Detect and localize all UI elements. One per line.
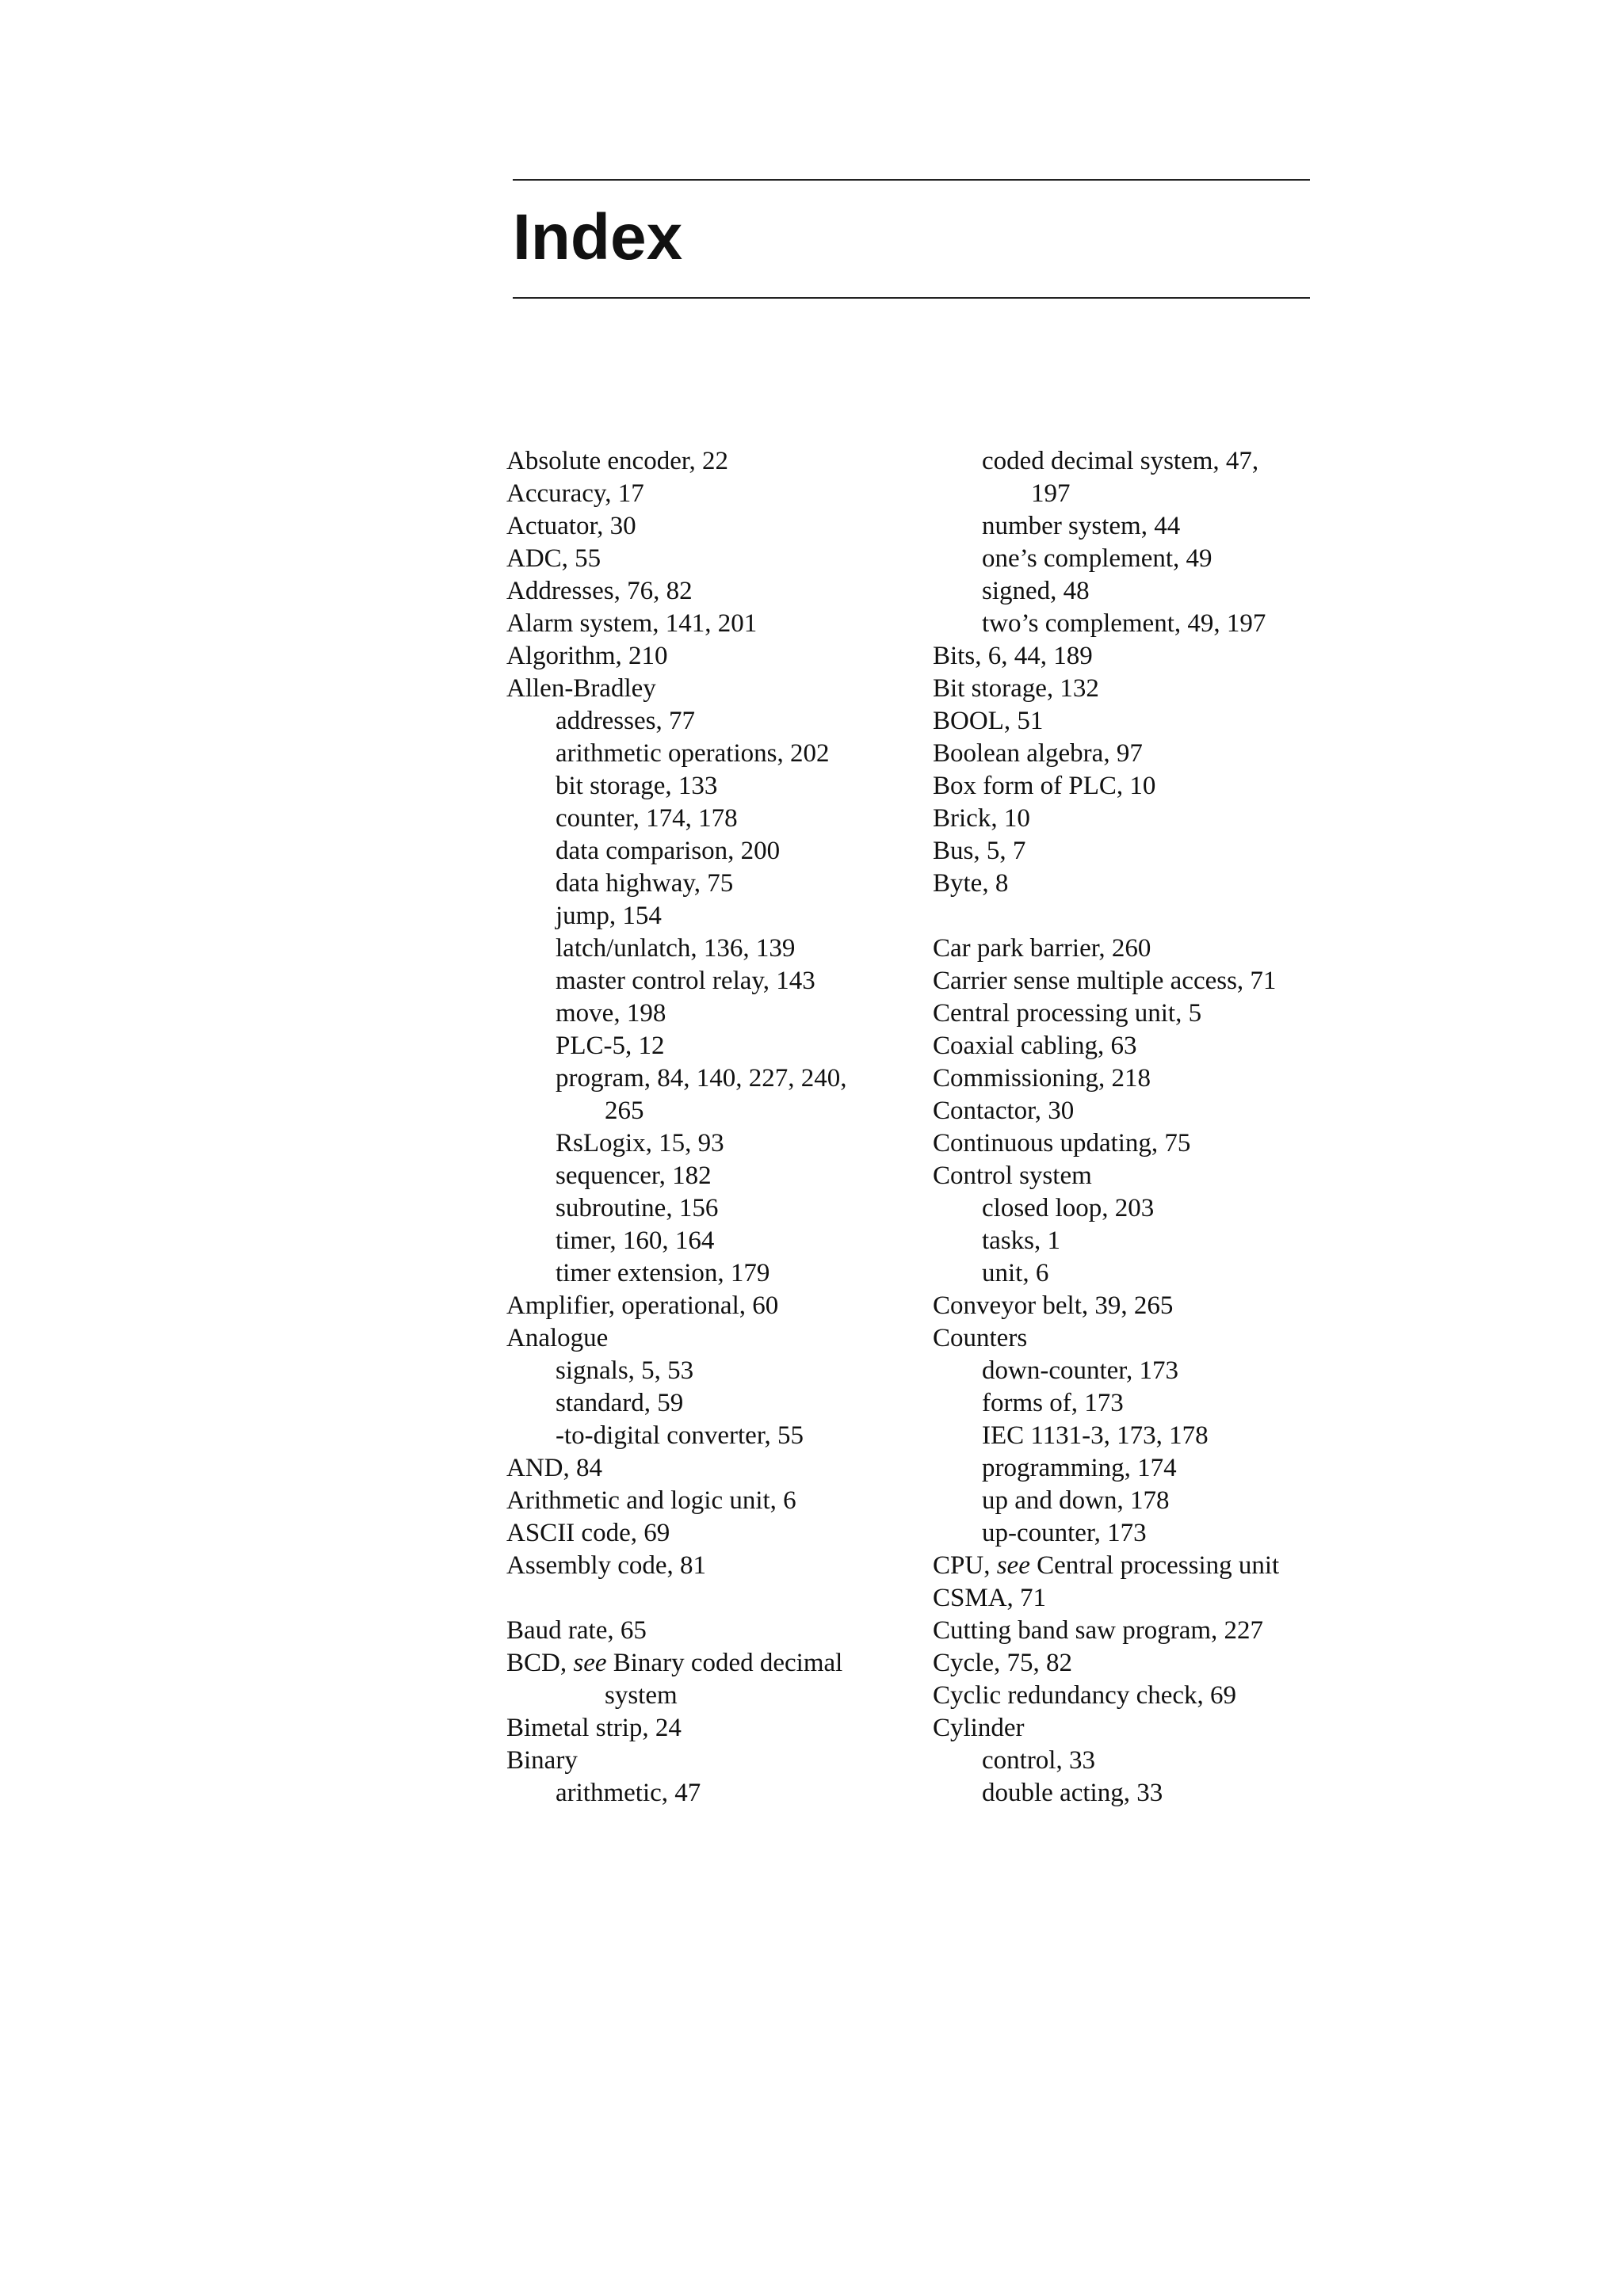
index-entry: timer, 160, 164 [556,1226,715,1255]
index-entry: Box form of PLC, 10 [933,772,1156,800]
index-entry: sequencer, 182 [556,1161,712,1190]
index-entry: Bits, 6, 44, 189 [933,642,1093,670]
index-entry: Addresses, 76, 82 [506,577,693,605]
index-entry: Cylinder [933,1714,1025,1742]
index-entry: number system, 44 [982,512,1181,540]
index-entry-text: BCD, [506,1649,574,1677]
see-reference: see [996,1551,1030,1580]
index-entry: AND, 84 [506,1454,602,1482]
index-entry: Absolute encoder, 22 [506,447,729,475]
index-entry: 197 [1031,479,1071,508]
index-entry: one’s complement, 49 [982,544,1212,573]
index-entry: Contactor, 30 [933,1097,1075,1125]
index-entry: data highway, 75 [556,869,734,898]
index-entry: Amplifier, operational, 60 [506,1291,779,1320]
index-entry: unit, 6 [982,1259,1049,1287]
index-entry: control, 33 [982,1746,1095,1775]
title-rule-bottom [513,297,1310,299]
index-entry: down-counter, 173 [982,1356,1178,1385]
index-entry: Arithmetic and logic unit, 6 [506,1486,796,1515]
index-entry: addresses, 77 [556,707,695,735]
index-entry: closed loop, 203 [982,1194,1155,1222]
index-entry: Continuous updating, 75 [933,1129,1191,1158]
index-entry: Control system [933,1161,1092,1190]
index-entry: ADC, 55 [506,544,601,573]
index-entry: Baud rate, 65 [506,1616,647,1645]
index-entry: Bit storage, 132 [933,674,1099,703]
index-entry: Byte, 8 [933,869,1009,898]
index-column-right [933,445,1377,1810]
index-entry: RsLogix, 15, 93 [556,1129,724,1158]
index-entry: jump, 154 [556,902,662,930]
index-entry: move, 198 [556,999,666,1028]
title-rule-top [513,179,1310,181]
index-entry [506,1647,950,1680]
index-entry: Cycle, 75, 82 [933,1649,1072,1677]
index-entry: BOOL, 51 [933,707,1044,735]
index-entry: Commissioning, 218 [933,1064,1151,1093]
index-entry: system [605,1681,678,1710]
index-entry: 265 [605,1097,644,1125]
index-entry: standard, 59 [556,1389,684,1417]
index-entry: program, 84, 140, 227, 240, [556,1064,847,1093]
index-entry: -to-digital converter, 55 [556,1421,804,1450]
index-entry: latch/unlatch, 136, 139 [556,934,796,963]
index-entry: Brick, 10 [933,804,1030,833]
section-gap [506,1582,950,1615]
index-entry: Alarm system, 141, 201 [506,609,758,638]
index-entry: timer extension, 179 [556,1259,770,1287]
index-entry-text: CPU, [933,1551,997,1580]
index-entry: bit storage, 133 [556,772,718,800]
index-entry: Conveyor belt, 39, 265 [933,1291,1174,1320]
index-entry: data comparison, 200 [556,837,781,865]
index-entry [933,1550,1377,1582]
index-entry: Assembly code, 81 [506,1551,707,1580]
index-entry: Coaxial cabling, 63 [933,1032,1137,1060]
index-entry: Carrier sense multiple access, 71 [933,967,1277,995]
index-entry: Bimetal strip, 24 [506,1714,682,1742]
index-entry: Allen-Bradley [506,674,656,703]
index-entry: arithmetic, 47 [556,1779,701,1807]
index-entry: Bus, 5, 7 [933,837,1026,865]
index-entry: two’s complement, 49, 197 [982,609,1266,638]
index-entry: ASCII code, 69 [506,1519,670,1547]
page-title: Index [513,201,683,273]
index-entry: master control relay, 143 [556,967,815,995]
index-entry: arithmetic operations, 202 [556,739,830,768]
index-entry: double acting, 33 [982,1779,1163,1807]
index-entry: Actuator, 30 [506,512,636,540]
index-entry: signed, 48 [982,577,1090,605]
index-entry: PLC-5, 12 [556,1032,665,1060]
index-entry: Cutting band saw program, 227 [933,1616,1264,1645]
index-entry: counter, 174, 178 [556,804,738,833]
index-entry-text: Binary coded decimal [606,1649,843,1677]
index-entry: forms of, 173 [982,1389,1124,1417]
index-entry: tasks, 1 [982,1226,1060,1255]
see-reference: see [573,1649,607,1677]
index-entry-text: Central processing unit [1029,1551,1280,1580]
index-entry: signals, 5, 53 [556,1356,694,1385]
index-entry: coded decimal system, 47, [982,447,1259,475]
index-column-left [506,445,950,1810]
index-entry: programming, 174 [982,1454,1177,1482]
index-entry: up-counter, 173 [982,1519,1147,1547]
index-entry: Boolean algebra, 97 [933,739,1143,768]
index-entry: CSMA, 71 [933,1584,1047,1612]
index-entry: Central processing unit, 5 [933,999,1202,1028]
index-entry: Binary [506,1746,578,1775]
index-entry: Cyclic redundancy check, 69 [933,1681,1237,1710]
index-entry: IEC 1131-3, 173, 178 [982,1421,1209,1450]
index-entry: up and down, 178 [982,1486,1170,1515]
index-entry: Algorithm, 210 [506,642,668,670]
section-gap [933,900,1377,933]
index-entry: Counters [933,1324,1028,1352]
index-entry: subroutine, 156 [556,1194,719,1222]
index-entry: Analogue [506,1324,609,1352]
index-entry: Car park barrier, 260 [933,934,1151,963]
index-entry: Accuracy, 17 [506,479,644,508]
